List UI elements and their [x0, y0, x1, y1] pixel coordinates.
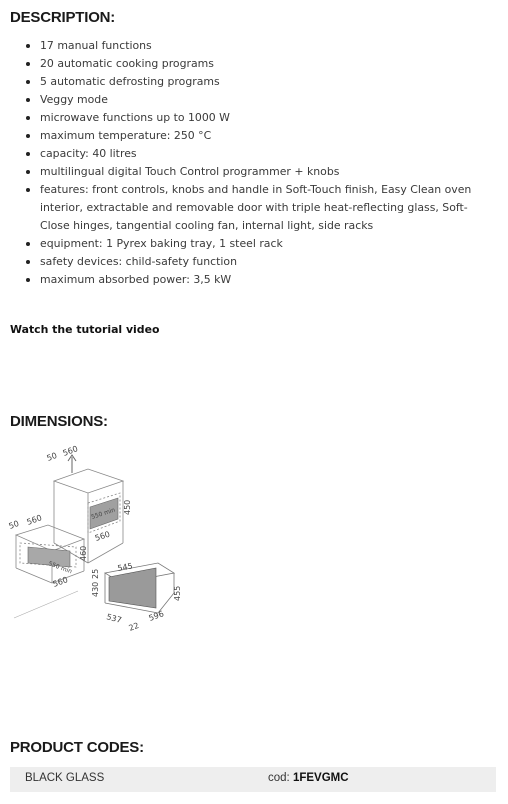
dimensions-heading: DIMENSIONS:	[10, 413, 108, 430]
feature-item: maximum temperature: 250 °C	[40, 127, 490, 145]
feature-item: 20 automatic cooking programs	[40, 55, 490, 73]
dim-label: 22	[127, 620, 141, 633]
up-arrow-icon	[68, 455, 76, 473]
dim-label: 596	[147, 609, 166, 623]
feature-item: equipment: 1 Pyrex baking tray, 1 steel rack	[40, 235, 490, 253]
dim-label: 537	[105, 612, 123, 625]
feature-item: microwave functions up to 1000 W	[40, 109, 490, 127]
dim-label: 430	[91, 581, 100, 597]
dim-label: 560	[51, 575, 70, 589]
feature-item: 17 manual functions	[40, 37, 490, 55]
feature-item: capacity: 40 litres	[40, 145, 490, 163]
product-code-value: 1FEVGMC	[292, 772, 349, 784]
dim-label: 560	[93, 529, 112, 543]
dim-label: 550 min	[47, 560, 73, 576]
dim-label: 560	[25, 513, 44, 527]
dim-label: 550 min	[90, 506, 117, 521]
product-code-label	[268, 772, 349, 784]
drawer-front	[109, 568, 156, 608]
product-variant-name: BLACK GLASS	[25, 772, 105, 784]
dim-label: 50	[8, 518, 21, 531]
feature-item: 5 automatic defrosting programs	[40, 73, 490, 91]
product-codes-heading: PRODUCT CODES:	[10, 739, 144, 756]
feature-item: Veggy mode	[40, 91, 490, 109]
feature-item: maximum absorbed power: 3,5 kW	[40, 271, 490, 289]
dim-label: 545	[116, 561, 134, 573]
dim-label: 560	[61, 444, 80, 458]
feature-item: safety devices: child-safety function	[40, 253, 490, 271]
dim-label: 460	[79, 545, 88, 561]
tutorial-video-link[interactable]: Watch the tutorial video	[10, 323, 160, 336]
code-prefix: cod:	[268, 772, 290, 784]
dim-label: 25	[91, 568, 100, 579]
feature-item: multilingual digital Touch Control programmer + knobs	[40, 163, 490, 181]
description-heading: DESCRIPTION:	[10, 9, 116, 26]
product-code-row	[10, 767, 496, 792]
installation-dimensions-drawing	[8, 443, 188, 638]
feature-item: features: front controls, knobs and handle in Soft-Touch finish, Easy Clean oven interior, extractable and removable door with triple heat-reflecting glass, Soft-Close hinges, tangential cooling fan, internal light, side racks	[40, 181, 490, 235]
dim-label: 455	[173, 585, 182, 601]
dim-label: 450	[123, 499, 132, 515]
dim-label: 50	[45, 450, 59, 463]
feature-list	[0, 37, 490, 289]
